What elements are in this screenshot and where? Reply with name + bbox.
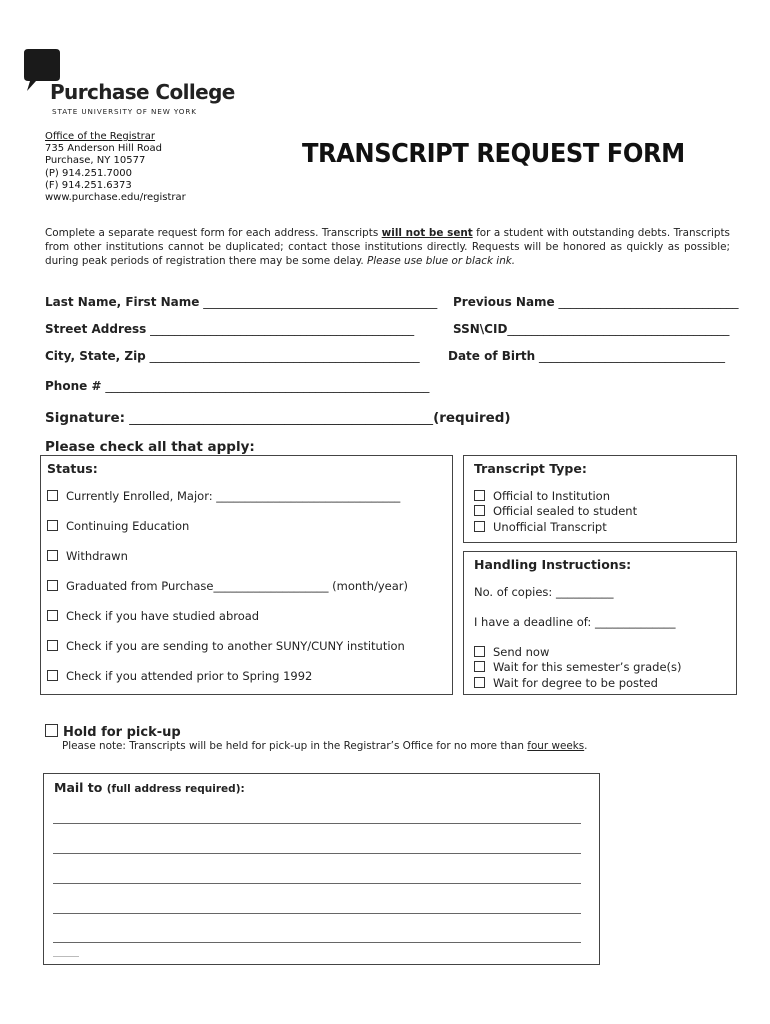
type-label: Official to Institution — [493, 489, 610, 503]
status-studied-abroad[interactable] — [47, 609, 259, 623]
checkbox[interactable] — [47, 520, 58, 531]
handling-wait-grades[interactable] — [474, 660, 682, 674]
checkbox[interactable] — [47, 640, 58, 651]
dob-label: Date of Birth — [448, 349, 536, 363]
status-suny-cuny[interactable] — [47, 639, 405, 653]
hold-for-pickup[interactable] — [45, 724, 181, 740]
hold-note-end: . — [584, 740, 588, 752]
checkbox[interactable] — [474, 661, 485, 672]
hold-note-text: Please note: Transcripts will be held for pick-up in the Registrar’s Office for no more than — [62, 740, 528, 752]
intro-italic: Please use blue or black ink. — [367, 255, 516, 267]
status-label: Continuing Education — [66, 519, 190, 533]
month-year-hint: (month/year) — [332, 579, 408, 593]
office-address-line1: 735 Anderson Hill Road — [45, 143, 163, 155]
copies-field[interactable]: No. of copies: __________ — [474, 585, 614, 599]
checkbox[interactable] — [47, 490, 58, 501]
street-field[interactable]: Street Address ____________________________________________ — [45, 322, 415, 336]
deadline-label: I have a deadline of: — [474, 615, 592, 629]
type-label: Official sealed to student — [493, 504, 638, 518]
college-subtitle: STATE UNIVERSITY OF NEW YORK — [52, 107, 197, 116]
type-official-institution[interactable] — [474, 489, 610, 503]
deadline-field[interactable]: I have a deadline of: ______________ — [474, 615, 676, 629]
status-label: Check if you are sending to another SUNY/CUNY institution — [66, 639, 405, 653]
instructions-paragraph — [45, 226, 730, 268]
check-all-heading: Please check all that apply: — [45, 439, 255, 455]
office-title: Office of the Registrar — [45, 131, 156, 142]
handling-heading: Handling Instructions: — [474, 557, 632, 572]
type-unofficial[interactable] — [474, 520, 607, 534]
status-withdrawn[interactable] — [47, 549, 128, 563]
intro-text-2: for a student with outstanding debts. Transcripts from other institutions cannot be duplicated; contact those institutions directly. Requests will be honored as quickly as possible; during peak periods of registration there may be some delay. — [45, 227, 730, 267]
checkbox[interactable] — [474, 677, 485, 688]
checkbox[interactable] — [474, 505, 485, 516]
name-label: Last Name, First Name — [45, 295, 200, 309]
checkbox[interactable] — [47, 550, 58, 561]
phone-label: Phone # — [45, 379, 102, 393]
phone-field[interactable]: Phone # ______________________________________________________ — [45, 379, 430, 393]
transcript-type-heading: Transcript Type: — [474, 461, 587, 476]
city-label: City, State, Zip — [45, 349, 146, 363]
mail-address-line-2[interactable] — [53, 853, 581, 854]
intro-emphasis: will not be sent — [381, 227, 473, 239]
checkbox[interactable] — [45, 724, 58, 737]
status-prior-1992[interactable] — [47, 669, 312, 683]
status-label: Check if you attended prior to Spring 1992 — [66, 669, 313, 683]
status-label: Check if you have studied abroad — [66, 609, 260, 623]
street-label: Street Address — [45, 322, 147, 336]
name-field[interactable]: Last Name, First Name _______________________________________ — [45, 295, 438, 309]
type-label: Unofficial Transcript — [493, 520, 607, 534]
handling-wait-degree[interactable] — [474, 676, 658, 690]
hold-label: Hold for pick-up — [63, 725, 181, 740]
office-phone: (P) 914.251.7000 — [45, 167, 132, 179]
hold-note — [62, 740, 587, 752]
checkbox[interactable] — [474, 521, 485, 532]
mail-address-line-1[interactable] — [53, 823, 581, 824]
handling-label: Wait for this semester’s grade(s) — [493, 660, 682, 674]
office-address-line2: Purchase, NY 10577 — [45, 155, 146, 167]
checkbox[interactable] — [47, 580, 58, 591]
registrar-office-block — [45, 131, 186, 204]
status-label: Graduated from Purchase — [66, 579, 214, 593]
checkbox[interactable] — [47, 610, 58, 621]
status-label: Withdrawn — [66, 549, 128, 563]
city-field[interactable]: City, State, Zip _____________________________________________ — [45, 349, 420, 363]
previous-name-field[interactable]: Previous Name ______________________________ — [453, 295, 739, 309]
dob-field[interactable]: Date of Birth _______________________________ — [448, 349, 726, 363]
status-label: Currently Enrolled, Major: — [66, 489, 213, 503]
status-graduated[interactable]: Graduated from Purchase____________________ (month/year) — [47, 579, 408, 593]
intro-text-1: Complete a separate request form for each address. Transcripts — [45, 227, 382, 239]
status-continuing-education[interactable] — [47, 519, 189, 533]
copies-label: No. of copies: — [474, 585, 553, 599]
signature-field[interactable]: Signature: _____________________________________________(required) — [45, 410, 511, 426]
previous-name-label: Previous Name — [453, 295, 555, 309]
mail-address-line-stub — [53, 956, 79, 957]
signature-required: (required) — [433, 410, 511, 426]
form-title: TRANSCRIPT REQUEST FORM — [302, 139, 685, 169]
signature-label: Signature: — [45, 410, 126, 426]
mail-label: Mail to — [54, 780, 103, 795]
checkbox[interactable] — [47, 670, 58, 681]
mail-address-line-5[interactable] — [53, 942, 581, 943]
mail-qualifier: (full address required): — [106, 783, 245, 795]
college-name: Purchase College — [50, 80, 235, 104]
hold-note-emphasis: four weeks — [527, 740, 585, 752]
handling-label: Send now — [493, 645, 550, 659]
mail-to-heading — [54, 780, 245, 795]
handling-label: Wait for degree to be posted — [493, 676, 658, 690]
ssn-field[interactable]: SSN\CID_____________________________________ — [453, 322, 730, 336]
checkbox[interactable] — [474, 646, 485, 657]
status-currently-enrolled[interactable]: Currently Enrolled, Major: ________________________________ — [47, 489, 400, 503]
office-website: www.purchase.edu/registrar — [45, 192, 186, 204]
checkbox[interactable] — [474, 490, 485, 501]
mail-to-box — [43, 773, 600, 965]
handling-send-now[interactable] — [474, 645, 549, 659]
type-official-sealed[interactable] — [474, 504, 637, 518]
mail-address-line-3[interactable] — [53, 883, 581, 884]
status-heading: Status: — [47, 461, 98, 476]
ssn-label: SSN\CID — [453, 322, 508, 336]
mail-address-line-4[interactable] — [53, 913, 581, 914]
office-fax: (F) 914.251.6373 — [45, 179, 132, 191]
